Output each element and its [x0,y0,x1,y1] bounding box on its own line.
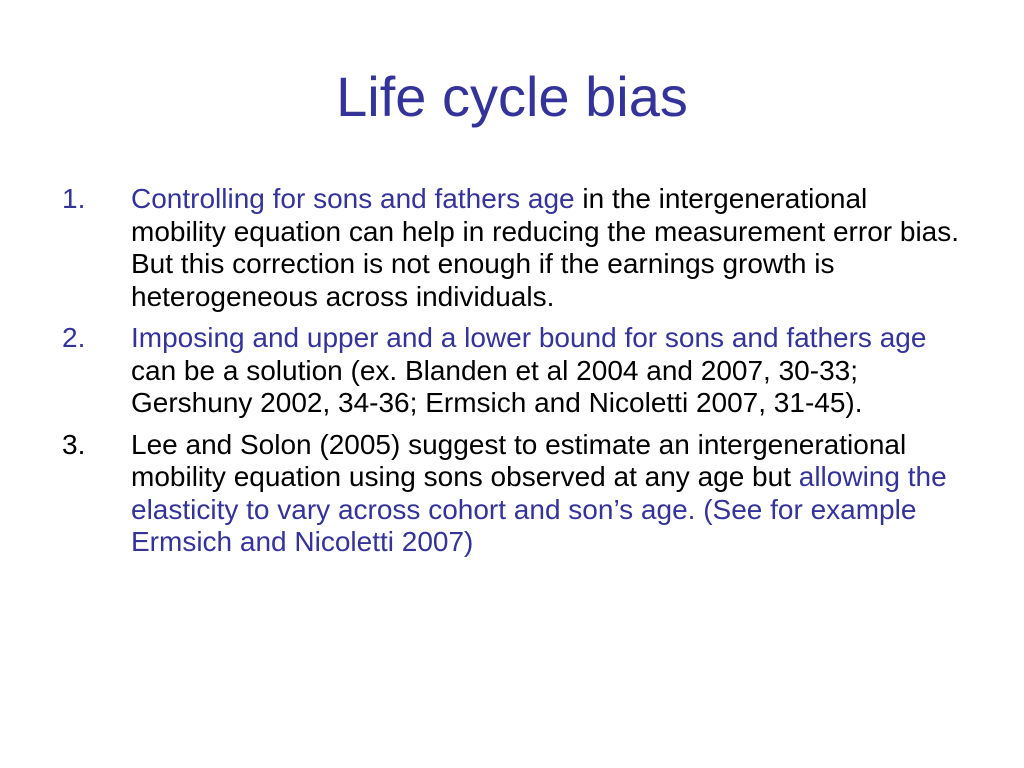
list-item-3 [62,429,962,559]
list-item-2-highlight: Imposing and upper and a lower bound for sons and fathers age [131,322,927,353]
list-number-1: 1. [62,183,86,214]
list-item-1-text: in the intergenerational mobility equation can help in reducing the measurement error bias. But this correction is not enough if the earnings growth is heterogeneous across individuals. [131,183,960,312]
list-number-2: 2. [62,322,86,353]
bullet-list [62,183,962,568]
list-item-2-text: can be a solution (ex. Blanden et al 2004 and 2007, 30-33; Gershuny 2002, 34-36; Ermsich and Nicoletti 2007, 31-45). [131,354,863,418]
slide-title: Life cycle bias [336,65,688,128]
list-item-3-text: Lee and Solon (2005) suggest to estimate an intergenerational mobility equation using sons observed at any age but [131,428,907,492]
list-number-3: 3. [62,428,86,460]
list-item-3-highlight: allowing the elasticity to vary across cohort and son’s age. (See for example Ermsich and Nicoletti 2007) [131,461,947,557]
list-item-2 [62,322,962,420]
list-item-1 [62,183,962,313]
list-item-1-highlight: Controlling for sons and fathers age [131,183,575,214]
